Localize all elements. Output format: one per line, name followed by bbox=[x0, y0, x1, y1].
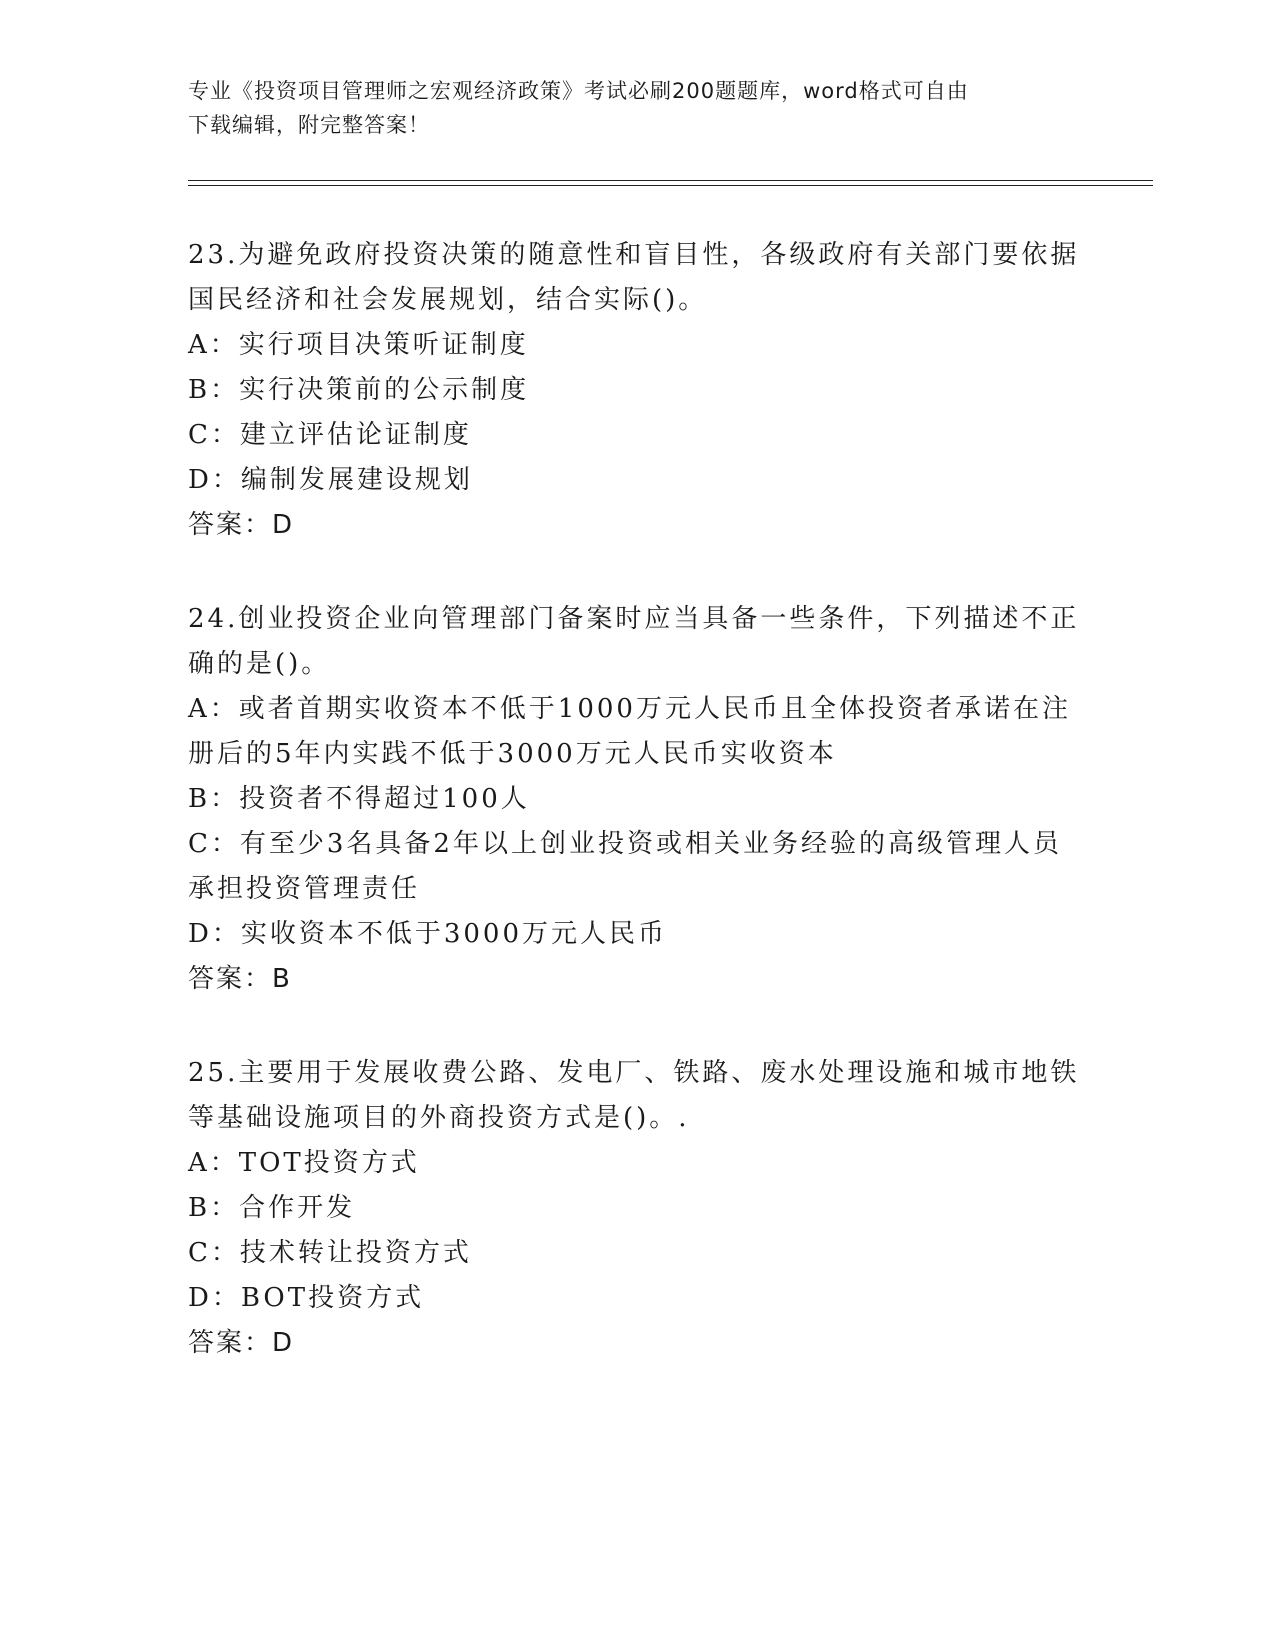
option-b: B：合作开发 bbox=[188, 1193, 356, 1223]
question-stem: 23.为避免政府投资决策的随意性和盲目性，各级政府有关部门要依据 bbox=[188, 240, 1080, 270]
question-stem: 国民经济和社会发展规划，结合实际()。 bbox=[188, 285, 708, 315]
question-stem: 25.主要用于发展收费公路、发电厂、铁路、废水处理设施和城市地铁 bbox=[188, 1058, 1080, 1088]
question-stem: 确的是()。 bbox=[188, 649, 331, 679]
question-23 bbox=[188, 233, 1088, 548]
option-d: D：实收资本不低于3000万元人民币 bbox=[188, 919, 668, 949]
header-line-1: 专业《投资项目管理师之宏观经济政策》考试必刷200题题库，word格式可自由 bbox=[188, 79, 969, 103]
option-a-continued: 册后的5年内实践不低于3000万元人民币实收资本 bbox=[188, 739, 837, 769]
option-c: C：建立评估论证制度 bbox=[188, 420, 472, 450]
header-line-2: 下载编辑，附完整答案！ bbox=[188, 113, 430, 137]
option-b: B：实行决策前的公示制度 bbox=[188, 375, 530, 405]
option-d: D：编制发展建设规划 bbox=[188, 465, 473, 495]
answer-label: 答案：B bbox=[188, 964, 292, 994]
question-stem: 等基础设施项目的外商投资方式是()。. bbox=[188, 1103, 690, 1133]
option-a: A：实行项目决策听证制度 bbox=[188, 330, 529, 360]
header-divider-top bbox=[188, 180, 1153, 181]
option-c-continued: 承担投资管理责任 bbox=[188, 874, 421, 904]
question-25 bbox=[188, 1051, 1088, 1366]
option-a: A：TOT投资方式 bbox=[188, 1148, 420, 1178]
option-a: A：或者首期实收资本不低于1000万元人民币且全体投资者承诺在注 bbox=[188, 694, 1071, 724]
answer-label: 答案：D bbox=[188, 510, 295, 540]
question-24 bbox=[188, 597, 1088, 1002]
header-divider-bottom bbox=[188, 185, 1153, 186]
answer-label: 答案：D bbox=[188, 1328, 295, 1358]
option-c: C：有至少3名具备2年以上创业投资或相关业务经验的高级管理人员 bbox=[188, 829, 1062, 859]
option-c: C：技术转让投资方式 bbox=[188, 1238, 472, 1268]
option-b: B：投资者不得超过100人 bbox=[188, 784, 530, 814]
document-header bbox=[188, 74, 1088, 142]
question-stem: 24.创业投资企业向管理部门备案时应当具备一些条件，下列描述不正 bbox=[188, 604, 1080, 634]
option-d: D：BOT投资方式 bbox=[188, 1283, 425, 1313]
